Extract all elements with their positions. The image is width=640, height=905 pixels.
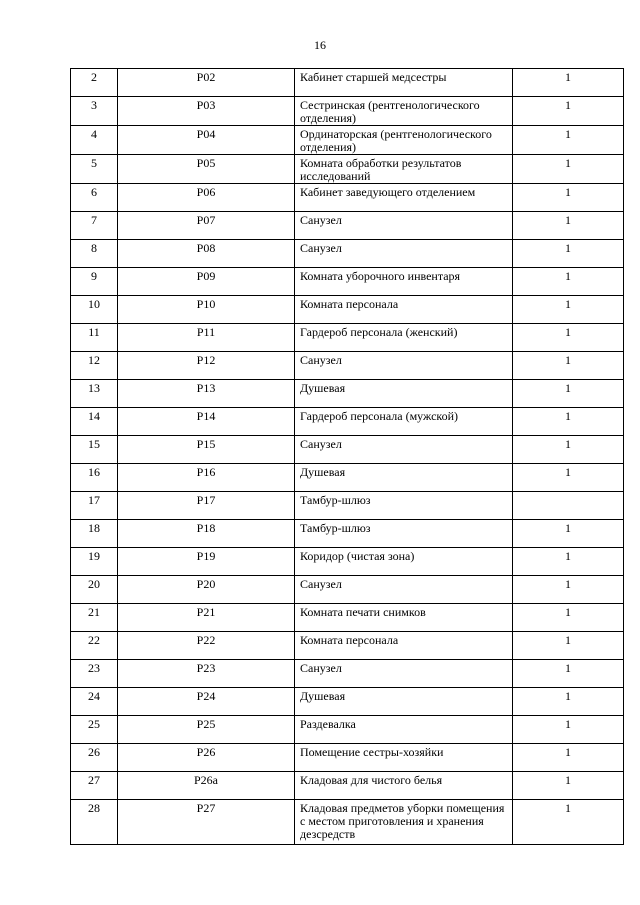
room-name-cell: Комната печати снимков <box>295 604 513 632</box>
row-number-cell: 2 <box>71 69 118 97</box>
quantity-cell: 1 <box>513 97 624 126</box>
room-name-cell: Комната уборочного инвентаря <box>295 268 513 296</box>
table-row <box>71 240 624 268</box>
room-code-cell: P22 <box>118 632 295 660</box>
room-code-cell: P03 <box>118 97 295 126</box>
room-code-cell: P02 <box>118 69 295 97</box>
room-code-cell: P21 <box>118 604 295 632</box>
room-name-cell: Санузел <box>295 660 513 688</box>
quantity-cell: 1 <box>513 352 624 380</box>
quantity-cell: 1 <box>513 688 624 716</box>
quantity-cell: 1 <box>513 184 624 212</box>
row-number-cell: 4 <box>71 126 118 155</box>
room-name-cell: Душевая <box>295 380 513 408</box>
room-code-cell: P25 <box>118 716 295 744</box>
table-row <box>71 604 624 632</box>
quantity-cell: 1 <box>513 380 624 408</box>
quantity-cell: 1 <box>513 240 624 268</box>
room-code-cell: P19 <box>118 548 295 576</box>
room-code-cell: P08 <box>118 240 295 268</box>
table-row <box>71 436 624 464</box>
quantity-cell: 1 <box>513 155 624 184</box>
table-row <box>71 352 624 380</box>
row-number-cell: 21 <box>71 604 118 632</box>
quantity-cell: 1 <box>513 548 624 576</box>
room-name-cell: Санузел <box>295 352 513 380</box>
row-number-cell: 16 <box>71 464 118 492</box>
quantity-cell: 1 <box>513 408 624 436</box>
room-name-cell: Санузел <box>295 212 513 240</box>
room-code-cell: P05 <box>118 155 295 184</box>
room-name-cell: Сестринская (рентгенологического отделения) <box>295 97 513 126</box>
room-code-cell: P26a <box>118 772 295 800</box>
room-name-cell: Коридор (чистая зона) <box>295 548 513 576</box>
quantity-cell: 1 <box>513 436 624 464</box>
table-row <box>71 464 624 492</box>
quantity-cell: 1 <box>513 296 624 324</box>
row-number-cell: 25 <box>71 716 118 744</box>
row-number-cell: 20 <box>71 576 118 604</box>
rooms-table <box>70 68 624 845</box>
table-row <box>71 69 624 97</box>
row-number-cell: 9 <box>71 268 118 296</box>
table-row <box>71 296 624 324</box>
row-number-cell: 13 <box>71 380 118 408</box>
room-name-cell: Гардероб персонала (женский) <box>295 324 513 352</box>
row-number-cell: 11 <box>71 324 118 352</box>
room-code-cell: P27 <box>118 800 295 845</box>
quantity-cell: 1 <box>513 576 624 604</box>
quantity-cell: 1 <box>513 800 624 845</box>
quantity-cell: 1 <box>513 772 624 800</box>
table-row <box>71 380 624 408</box>
row-number-cell: 28 <box>71 800 118 845</box>
row-number-cell: 5 <box>71 155 118 184</box>
room-code-cell: P14 <box>118 408 295 436</box>
row-number-cell: 19 <box>71 548 118 576</box>
row-number-cell: 18 <box>71 520 118 548</box>
room-name-cell: Помещение сестры-хозяйки <box>295 744 513 772</box>
row-number-cell: 6 <box>71 184 118 212</box>
rooms-table-body <box>71 69 624 845</box>
row-number-cell: 22 <box>71 632 118 660</box>
room-name-cell: Кладовая для чистого белья <box>295 772 513 800</box>
table-row <box>71 184 624 212</box>
room-name-cell: Тамбур-шлюз <box>295 492 513 520</box>
room-code-cell: P24 <box>118 688 295 716</box>
row-number-cell: 15 <box>71 436 118 464</box>
room-code-cell: P18 <box>118 520 295 548</box>
room-name-cell: Кабинет старшей медсестры <box>295 69 513 97</box>
room-name-cell: Комната персонала <box>295 296 513 324</box>
table-row <box>71 126 624 155</box>
room-code-cell: P16 <box>118 464 295 492</box>
room-name-cell: Кладовая предметов уборки помещения с местом приготовления и хранения дезсредств <box>295 800 513 845</box>
table-row <box>71 324 624 352</box>
row-number-cell: 17 <box>71 492 118 520</box>
room-name-cell: Комната персонала <box>295 632 513 660</box>
room-code-cell: P17 <box>118 492 295 520</box>
room-name-cell: Раздевалка <box>295 716 513 744</box>
room-code-cell: P13 <box>118 380 295 408</box>
row-number-cell: 12 <box>71 352 118 380</box>
table-row <box>71 772 624 800</box>
room-name-cell: Санузел <box>295 436 513 464</box>
row-number-cell: 7 <box>71 212 118 240</box>
quantity-cell: 1 <box>513 324 624 352</box>
quantity-cell: 1 <box>513 604 624 632</box>
room-code-cell: P10 <box>118 296 295 324</box>
row-number-cell: 26 <box>71 744 118 772</box>
room-code-cell: P06 <box>118 184 295 212</box>
quantity-cell: 1 <box>513 212 624 240</box>
room-code-cell: P07 <box>118 212 295 240</box>
quantity-cell: 1 <box>513 126 624 155</box>
table-row <box>71 744 624 772</box>
table-row <box>71 155 624 184</box>
room-code-cell: P15 <box>118 436 295 464</box>
table-row <box>71 548 624 576</box>
room-name-cell: Санузел <box>295 240 513 268</box>
room-code-cell: P04 <box>118 126 295 155</box>
quantity-cell: 1 <box>513 744 624 772</box>
row-number-cell: 10 <box>71 296 118 324</box>
room-code-cell: P09 <box>118 268 295 296</box>
row-number-cell: 14 <box>71 408 118 436</box>
table-row <box>71 660 624 688</box>
room-code-cell: P23 <box>118 660 295 688</box>
table-row <box>71 632 624 660</box>
row-number-cell: 23 <box>71 660 118 688</box>
quantity-cell: 1 <box>513 632 624 660</box>
room-code-cell: P11 <box>118 324 295 352</box>
row-number-cell: 3 <box>71 97 118 126</box>
table-row <box>71 576 624 604</box>
table-row <box>71 800 624 845</box>
table-row <box>71 716 624 744</box>
table-row <box>71 492 624 520</box>
room-name-cell: Ординаторская (рентгенологического отделения) <box>295 126 513 155</box>
room-name-cell: Комната обработки результатов исследований <box>295 155 513 184</box>
quantity-cell: 1 <box>513 716 624 744</box>
room-code-cell: P20 <box>118 576 295 604</box>
room-name-cell: Тамбур-шлюз <box>295 520 513 548</box>
room-name-cell: Душевая <box>295 464 513 492</box>
room-name-cell: Душевая <box>295 688 513 716</box>
quantity-cell: 1 <box>513 520 624 548</box>
table-row <box>71 520 624 548</box>
room-name-cell: Кабинет заведующего отделением <box>295 184 513 212</box>
quantity-cell: 1 <box>513 268 624 296</box>
quantity-cell: 1 <box>513 69 624 97</box>
room-code-cell: P12 <box>118 352 295 380</box>
quantity-cell: 1 <box>513 660 624 688</box>
table-row <box>71 268 624 296</box>
page-number: 16 <box>314 38 326 52</box>
room-name-cell: Санузел <box>295 576 513 604</box>
table-row <box>71 212 624 240</box>
quantity-cell <box>513 492 624 520</box>
room-name-cell: Гардероб персонала (мужской) <box>295 408 513 436</box>
table-row <box>71 688 624 716</box>
row-number-cell: 27 <box>71 772 118 800</box>
row-number-cell: 8 <box>71 240 118 268</box>
table-row <box>71 97 624 126</box>
quantity-cell: 1 <box>513 464 624 492</box>
row-number-cell: 24 <box>71 688 118 716</box>
room-code-cell: P26 <box>118 744 295 772</box>
table-row <box>71 408 624 436</box>
